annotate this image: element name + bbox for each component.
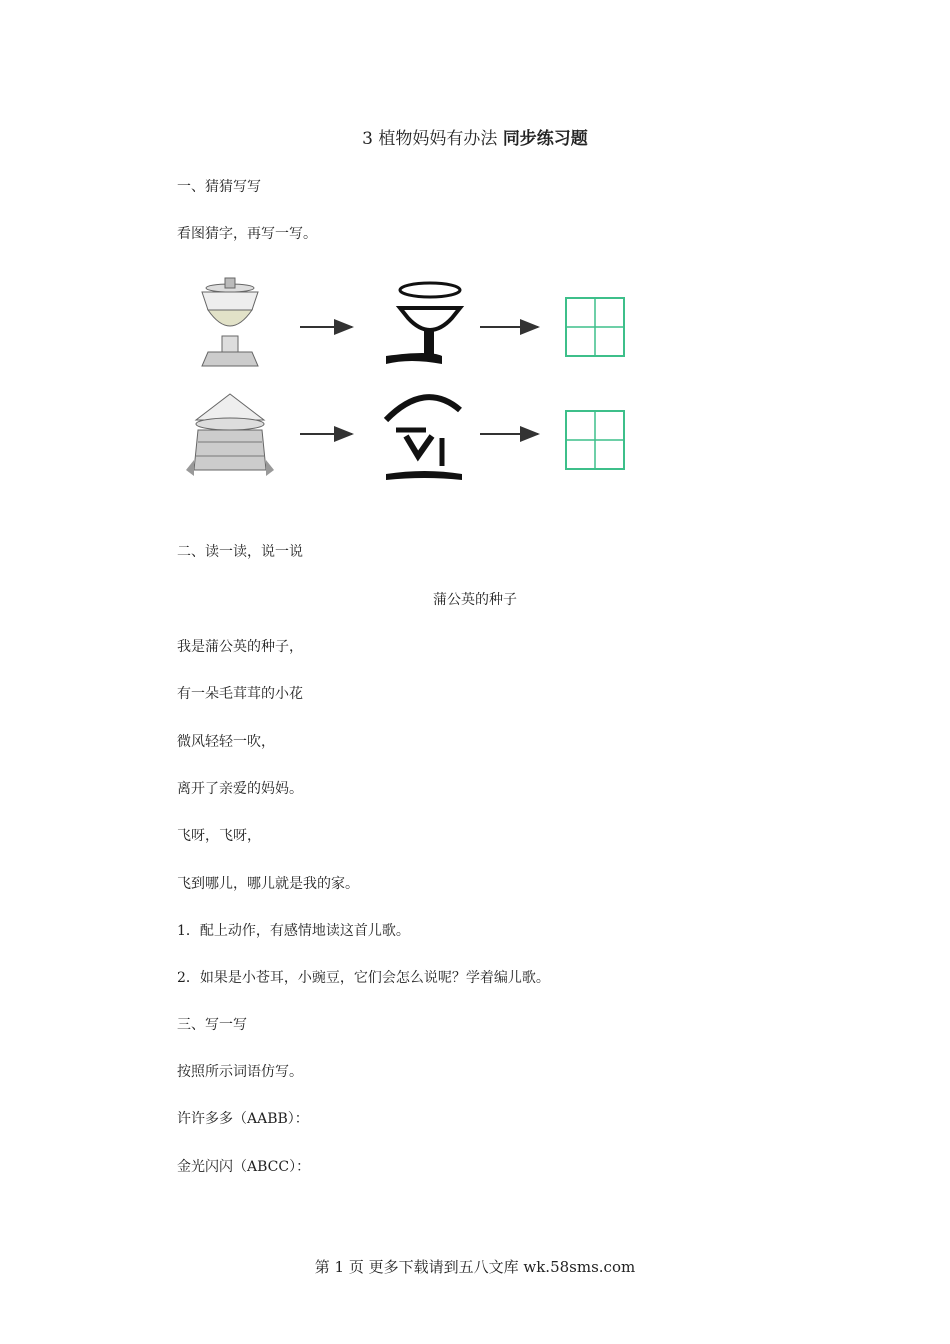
page-title — [0, 124, 950, 149]
page-footer: 第 1 页 更多下载请到五八文库 wk.58sms.com — [314, 1258, 636, 1276]
question-1: 1．配上动作，有感情地读这首儿歌。 — [177, 923, 410, 939]
poem-line: 离开了亲爱的妈妈。 — [177, 781, 303, 797]
poem-line: 飞呀，飞呀， — [177, 828, 261, 844]
exercise-item-abcc: 金光闪闪（ABCC）： — [177, 1159, 311, 1175]
tian-grid-answer-box[interactable] — [566, 411, 624, 469]
tian-grid-answer-box[interactable] — [566, 298, 624, 356]
section3-instruction: 按照所示词语仿写。 — [177, 1064, 303, 1080]
exercise-item-aabb: 许许多多（AABB）： — [177, 1111, 309, 1127]
section2-heading: 二、读一读，说一说 — [177, 544, 303, 560]
covered-vessel-pictogram — [186, 394, 274, 476]
title-suffix: 同步练习题 — [502, 129, 588, 149]
guess-character-figure — [180, 270, 650, 490]
poem-title: 蒲公英的种子 — [433, 592, 517, 608]
title-lesson: 3 植物妈妈有办法 — [362, 129, 498, 149]
section1-heading: 一、猜猜写写 — [177, 179, 261, 195]
vessel-pictogram — [202, 278, 258, 366]
ancient-character-glyph — [386, 397, 462, 480]
ancient-dou-glyph — [386, 283, 460, 364]
question-2: 2．如果是小苍耳，小豌豆，它们会怎么说呢？学着编儿歌。 — [177, 970, 550, 986]
poem-line: 飞到哪儿，哪儿就是我的家。 — [177, 876, 359, 892]
section1-instruction: 看图猜字，再写一写。 — [177, 226, 317, 242]
section3-heading: 三、写一写 — [177, 1017, 247, 1033]
poem-line: 我是蒲公英的种子， — [177, 639, 303, 655]
poem-line: 有一朵毛茸茸的小花 — [177, 686, 303, 702]
poem-line: 微风轻轻一吹， — [177, 734, 275, 750]
